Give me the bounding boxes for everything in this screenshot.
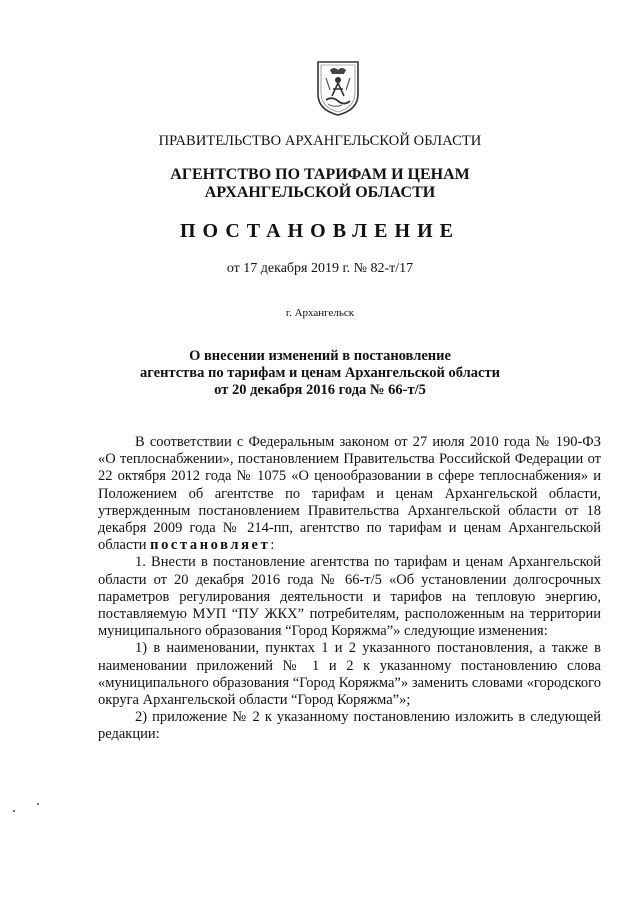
preamble-text: В соответствии с Федеральным законом от 27 июля 2010 года № 190-ФЗ «О теплоснабжении», постановлением Правительства Российской Федерации от 22 октября 2012 года № 1075 «О ценообразовании в сфере теплоснабжения» и Положением об агентстве по тарифам и ценам Архангельской области, утвержденным постановлением Правительства Архангельской области от 18 декабря 2009 года № 214-пп, агентство по тарифам и ценам Архангельской области: [98, 434, 601, 554]
agency-name: [0, 166, 640, 202]
agency-name-line1: АГЕНТСТВО ПО ТАРИФАМ И ЦЕНАМ: [170, 166, 470, 183]
coat-of-arms-emblem: [316, 60, 360, 116]
document-body: [98, 434, 601, 744]
document-subject: [0, 348, 640, 399]
subject-line3: от 20 декабря 2016 года № 66-т/5: [214, 382, 426, 398]
decree-verb: постановляет: [150, 537, 271, 554]
document-city: г. Архангельск: [285, 307, 355, 319]
item-1-2-paragraph: 2) приложение № 2 к указанному постановлению изложить в следующей редакции:: [98, 709, 601, 743]
subject-line1: О внесении изменений в постановление: [189, 348, 451, 364]
agency-name-line2: АРХАНГЕЛЬСКОЙ ОБЛАСТИ: [204, 184, 436, 201]
item-1-paragraph: 1. Внести в постановление агентства по тарифам и ценам Архангельской области от 20 декабря 2016 года № 66-т/5 «Об установлении долгосрочных параметров регулирования деятельности и тарифов на тепловую энергию, поставляемую МУП “ПУ ЖКХ” потребителям, расположенным на территории муниципального образования “Город Коряжма”» следующие изменения:: [98, 554, 601, 640]
document-type-title: ПОСТАНОВЛЕНИЕ: [180, 220, 460, 242]
preamble-paragraph: В соответствии с Федеральным законом от 27 июля 2010 года № 190-ФЗ «О теплоснабжении», постановлением Правительства Российской Федерации от 22 октября 2012 года № 1075 «О ценообразовании в сфере теплоснабжения» и Положением об агентстве по тарифам и ценам Архангельской области, утвержденным постановлением Правительства Архангельской области от 18 декабря 2009 года № 214-пп, агентство по тарифам и ценам Архангельской области постановляет:: [98, 434, 601, 554]
government-name: ПРАВИТЕЛЬСТВО АРХАНГЕЛЬСКОЙ ОБЛАСТИ: [158, 133, 482, 149]
scan-dot-mark: [37, 803, 39, 805]
item-1-1-paragraph: 1) в наименовании, пунктах 1 и 2 указанного постановления, а также в наименовании приложений № 1 и 2 к указанному постановлению слова «муниципального образования “Город Коряжма”» заменить словами «городского округа Архангельской области “Город Коряжма”»;: [98, 640, 601, 709]
scan-dot-mark: [13, 810, 15, 812]
subject-line2: агентства по тарифам и ценам Архангельской области: [140, 365, 500, 381]
document-date-number: от 17 декабря 2019 г. № 82-т/17: [226, 261, 414, 276]
